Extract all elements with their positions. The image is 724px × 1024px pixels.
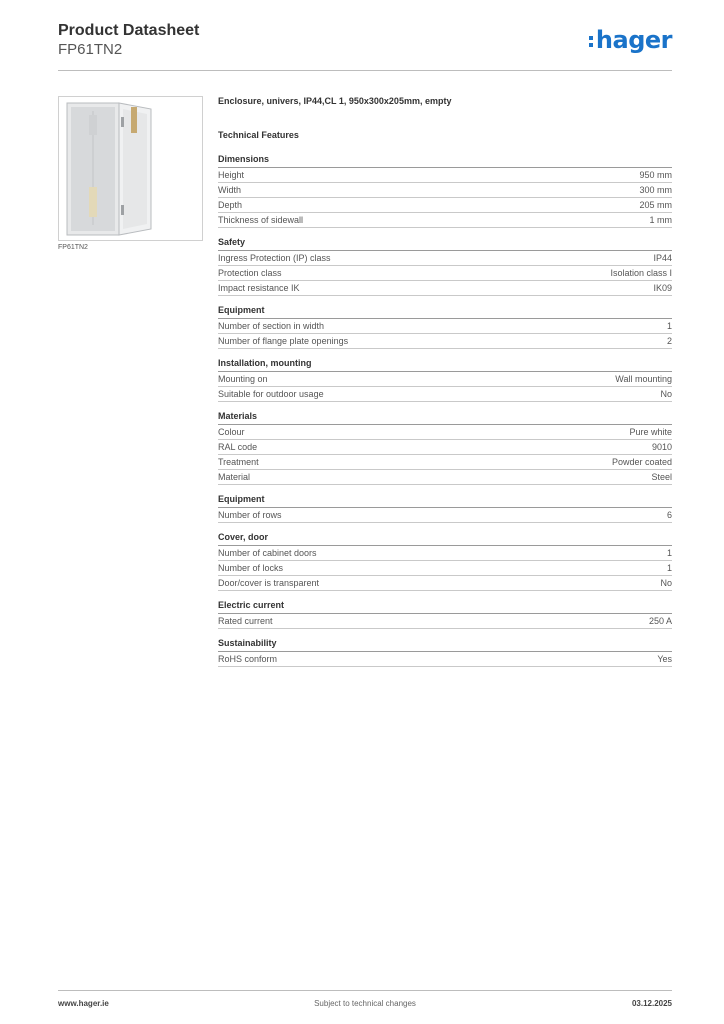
spec-section bbox=[218, 494, 672, 523]
spec-value: IK09 bbox=[653, 283, 672, 293]
spec-label: Treatment bbox=[218, 457, 259, 467]
spec-row bbox=[218, 546, 672, 561]
spec-row bbox=[218, 372, 672, 387]
spec-label: RoHS conform bbox=[218, 654, 278, 664]
spec-value: 250 A bbox=[648, 616, 672, 626]
section-title: Electric current bbox=[218, 600, 672, 614]
spec-value: Steel bbox=[651, 472, 672, 482]
spec-value: No bbox=[660, 578, 672, 588]
spec-label: Number of flange plate openings bbox=[218, 336, 349, 346]
logo-dots-icon bbox=[589, 33, 594, 50]
spec-row bbox=[218, 440, 672, 455]
spec-row bbox=[218, 198, 672, 213]
spec-row bbox=[218, 455, 672, 470]
spec-row bbox=[218, 576, 672, 591]
page-footer bbox=[58, 990, 672, 1021]
spec-row bbox=[218, 470, 672, 485]
spec-sections bbox=[218, 154, 672, 667]
spec-label: Mounting on bbox=[218, 374, 268, 384]
spec-row bbox=[218, 652, 672, 667]
spec-section bbox=[218, 411, 672, 485]
spec-value: 6 bbox=[666, 510, 672, 520]
spec-label: Colour bbox=[218, 427, 245, 437]
spec-label: Impact resistance IK bbox=[218, 283, 300, 293]
spec-label: Number of locks bbox=[218, 563, 284, 573]
spec-row bbox=[218, 168, 672, 183]
spec-label: Height bbox=[218, 170, 245, 180]
section-title: Materials bbox=[218, 411, 672, 425]
spec-value: 1 bbox=[666, 321, 672, 331]
spec-value: IP44 bbox=[653, 253, 672, 263]
section-title: Safety bbox=[218, 237, 672, 251]
spec-value: Wall mounting bbox=[615, 374, 672, 384]
spec-section bbox=[218, 638, 672, 667]
spec-row bbox=[218, 251, 672, 266]
spec-value: 1 mm bbox=[649, 215, 672, 225]
spec-label: Number of cabinet doors bbox=[218, 548, 317, 558]
section-title: Dimensions bbox=[218, 154, 672, 168]
product-description: Enclosure, univers, IP44,CL 1, 950x300x205mm, empty bbox=[218, 96, 452, 106]
spec-label: Thickness of sidewall bbox=[218, 215, 304, 225]
spec-row bbox=[218, 281, 672, 296]
spec-label: Suitable for outdoor usage bbox=[218, 389, 324, 399]
spec-value: 300 mm bbox=[639, 185, 672, 195]
product-image bbox=[58, 96, 203, 241]
spec-label: Depth bbox=[218, 200, 243, 210]
spec-content bbox=[218, 96, 672, 676]
spec-value: Isolation class I bbox=[610, 268, 672, 278]
spec-label: Ingress Protection (IP) class bbox=[218, 253, 331, 263]
spec-row bbox=[218, 614, 672, 629]
spec-value: No bbox=[660, 389, 672, 399]
spec-label: Rated current bbox=[218, 616, 273, 626]
spec-label: RAL code bbox=[218, 442, 258, 452]
spec-label: Material bbox=[218, 472, 251, 482]
hager-logo bbox=[589, 26, 672, 54]
spec-label: Door/cover is transparent bbox=[218, 578, 320, 588]
spec-value: 205 mm bbox=[639, 200, 672, 210]
enclosure-illustration bbox=[59, 97, 202, 240]
section-title: Sustainability bbox=[218, 638, 672, 652]
spec-row bbox=[218, 508, 672, 523]
spec-value: Pure white bbox=[629, 427, 672, 437]
spec-value: Yes bbox=[657, 654, 672, 664]
spec-value: 1 bbox=[666, 548, 672, 558]
spec-row bbox=[218, 561, 672, 576]
spec-section bbox=[218, 305, 672, 349]
spec-label: Width bbox=[218, 185, 242, 195]
spec-section bbox=[218, 532, 672, 591]
section-title: Cover, door bbox=[218, 532, 672, 546]
spec-value: 2 bbox=[666, 336, 672, 346]
section-title: Equipment bbox=[218, 494, 672, 508]
spec-row bbox=[218, 266, 672, 281]
spec-label: Number of rows bbox=[218, 510, 282, 520]
spec-section bbox=[218, 600, 672, 629]
spec-row bbox=[218, 387, 672, 402]
spec-value: 9010 bbox=[651, 442, 672, 452]
page-title: Product Datasheet bbox=[58, 22, 200, 39]
footer-date: 03.12.2025 bbox=[631, 999, 672, 1008]
spec-section bbox=[218, 154, 672, 228]
spec-row bbox=[218, 319, 672, 334]
spec-label: Protection class bbox=[218, 268, 282, 278]
technical-features-heading: Technical Features bbox=[218, 130, 299, 140]
spec-row bbox=[218, 334, 672, 349]
spec-section bbox=[218, 358, 672, 402]
logo-text: hager bbox=[595, 26, 672, 54]
spec-label: Number of section in width bbox=[218, 321, 325, 331]
image-caption: FP61TN2 bbox=[58, 244, 88, 251]
spec-row bbox=[218, 213, 672, 228]
spec-value: 950 mm bbox=[639, 170, 672, 180]
spec-value: 1 bbox=[666, 563, 672, 573]
footer-notice: Subject to technical changes bbox=[314, 999, 416, 1008]
product-code: FP61TN2 bbox=[58, 41, 123, 58]
page-header bbox=[58, 20, 672, 71]
footer-website: www.hager.ie bbox=[58, 999, 109, 1008]
spec-row bbox=[218, 425, 672, 440]
section-title: Installation, mounting bbox=[218, 358, 672, 372]
spec-value: Powder coated bbox=[611, 457, 672, 467]
spec-section bbox=[218, 237, 672, 296]
spec-row bbox=[218, 183, 672, 198]
section-title: Equipment bbox=[218, 305, 672, 319]
